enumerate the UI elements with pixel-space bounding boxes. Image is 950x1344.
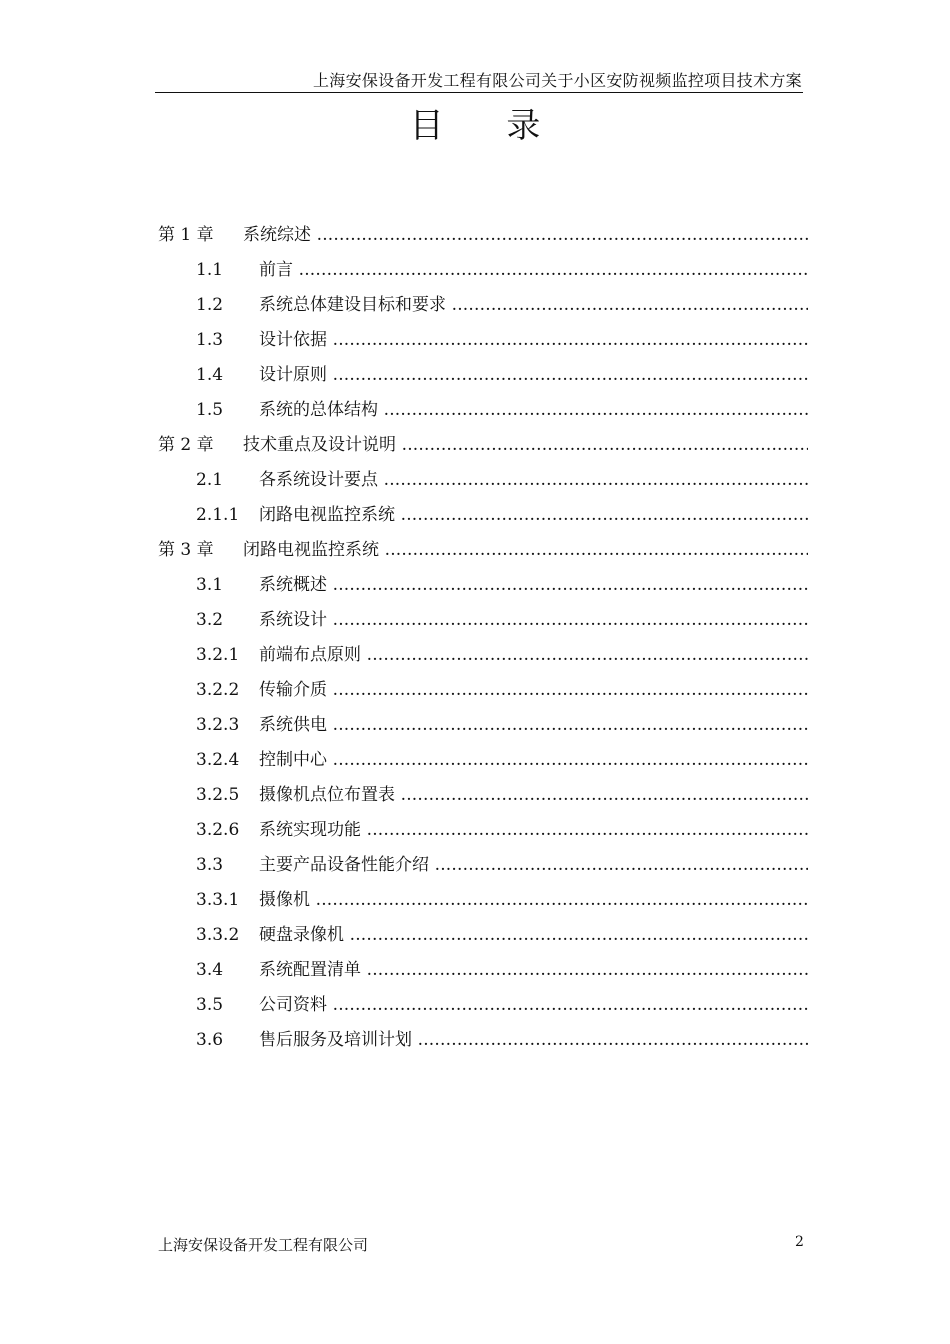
toc-entry[interactable] (158, 883, 808, 918)
toc-entry-title: 摄像机 ..... (259, 883, 808, 918)
toc-entry[interactable] (158, 848, 808, 883)
toc-entry-number: 3.2.6 (196, 820, 240, 840)
toc-entry-title: 设计依据 ..... (259, 323, 808, 358)
toc-entry[interactable] (158, 743, 808, 778)
toc-entry[interactable] (158, 288, 808, 323)
toc-entry-title: 系统实现功能 ..... (259, 813, 808, 848)
toc-entry[interactable] (158, 778, 808, 813)
toc-entry-number: 3.2 (196, 610, 224, 630)
toc-entry-number: 3.3.1 (196, 890, 240, 910)
toc-entry-title: 前端布点原则 ..... (259, 638, 808, 673)
toc-entry[interactable] (158, 253, 808, 288)
toc-entry[interactable] (158, 393, 808, 428)
toc-entry[interactable] (158, 988, 808, 1023)
toc-entry-title: 系统概述 ..... (259, 568, 808, 603)
toc-entry[interactable] (158, 533, 808, 568)
toc-entry-number: 1.3 (196, 330, 224, 350)
toc-entry-number: 3.1 (196, 575, 224, 595)
toc-entry-title: 主要产品设备性能介绍 ..... (259, 848, 808, 883)
toc-entry[interactable] (158, 568, 808, 603)
toc-entry-title: 售后服务及培训计划 ..... (259, 1023, 808, 1058)
toc-entry-number: 第 3 章 (158, 540, 214, 560)
toc-entry-title: 系统设计 ..... (259, 603, 808, 638)
toc-entry-title: 系统的总体结构 ..... (259, 393, 808, 428)
toc-entry-title: 前言 ..... (259, 253, 808, 288)
toc-entry[interactable] (158, 428, 808, 463)
toc-entry-title: 闭路电视监控系统 ..... (243, 533, 808, 568)
toc-entry-number: 1.4 (196, 365, 224, 385)
toc-entry-title: 系统供电 ..... (259, 708, 808, 743)
toc-entry-title: 硬盘录像机 ..... (259, 918, 808, 953)
toc-entry[interactable] (158, 498, 808, 533)
toc-entry[interactable] (158, 603, 808, 638)
toc-entry-title: 摄像机点位布置表 ..... (259, 778, 808, 813)
toc-entry-number: 3.2.3 (196, 715, 240, 735)
toc-entry[interactable] (158, 813, 808, 848)
toc-entry-title: 控制中心 ..... (259, 743, 808, 778)
toc-entry-number: 2.1.1 (196, 505, 240, 525)
toc-entry-number: 2.1 (196, 470, 224, 490)
toc-entry-number: 第 2 章 (158, 435, 214, 455)
toc-entry-number: 3.2.4 (196, 750, 240, 770)
toc-entry-number: 3.5 (196, 995, 224, 1015)
toc-entry-title: 公司资料 ..... (259, 988, 808, 1023)
toc-entry[interactable] (158, 918, 808, 953)
header-rule (155, 92, 803, 93)
toc-entry-number: 3.2.2 (196, 680, 240, 700)
toc-entry-number: 1.2 (196, 295, 224, 315)
toc-entry-title: 闭路电视监控系统 ..... (259, 498, 808, 533)
toc-entry[interactable] (158, 708, 808, 743)
toc-entry[interactable] (158, 673, 808, 708)
toc-entry[interactable] (158, 1023, 808, 1058)
page-title: 目 录 (409, 106, 567, 146)
toc-entry-title: 设计原则 ..... (259, 358, 808, 393)
toc-entry-number: 3.2.5 (196, 785, 240, 805)
toc-entry[interactable] (158, 218, 808, 253)
toc-entry-number: 3.3 (196, 855, 224, 875)
toc-entry-title: 传输介质 ..... (259, 673, 808, 708)
toc-entry-number: 3.4 (196, 960, 224, 980)
footer-page-number: 2 (795, 1234, 804, 1250)
toc-entry-title: 系统综述 ..... (243, 218, 808, 253)
toc-entry-number: 3.2.1 (196, 645, 240, 665)
toc-entry-number: 第 1 章 (158, 225, 214, 245)
toc-entry-title: 技术重点及设计说明 ..... (243, 428, 808, 463)
footer-company: 上海安保设备开发工程有限公司 (158, 1236, 369, 1254)
toc-entry[interactable] (158, 463, 808, 498)
toc-entry[interactable] (158, 358, 808, 393)
toc-entry[interactable] (158, 323, 808, 358)
toc-entry[interactable] (158, 638, 808, 673)
toc-entry-title: 各系统设计要点 ..... (259, 463, 808, 498)
table-of-contents (158, 218, 808, 1058)
toc-entry-number: 1.5 (196, 400, 224, 420)
toc-entry-number: 1.1 (196, 260, 224, 280)
toc-entry-title: 系统配置清单 ..... (259, 953, 808, 988)
toc-entry-title: 系统总体建设目标和要求 ..... (259, 288, 808, 323)
running-header: 上海安保设备开发工程有限公司关于小区安防视频监控项目技术方案 (312, 71, 802, 90)
toc-entry-number: 3.3.2 (196, 925, 240, 945)
toc-entry[interactable] (158, 953, 808, 988)
toc-entry-number: 3.6 (196, 1030, 224, 1050)
